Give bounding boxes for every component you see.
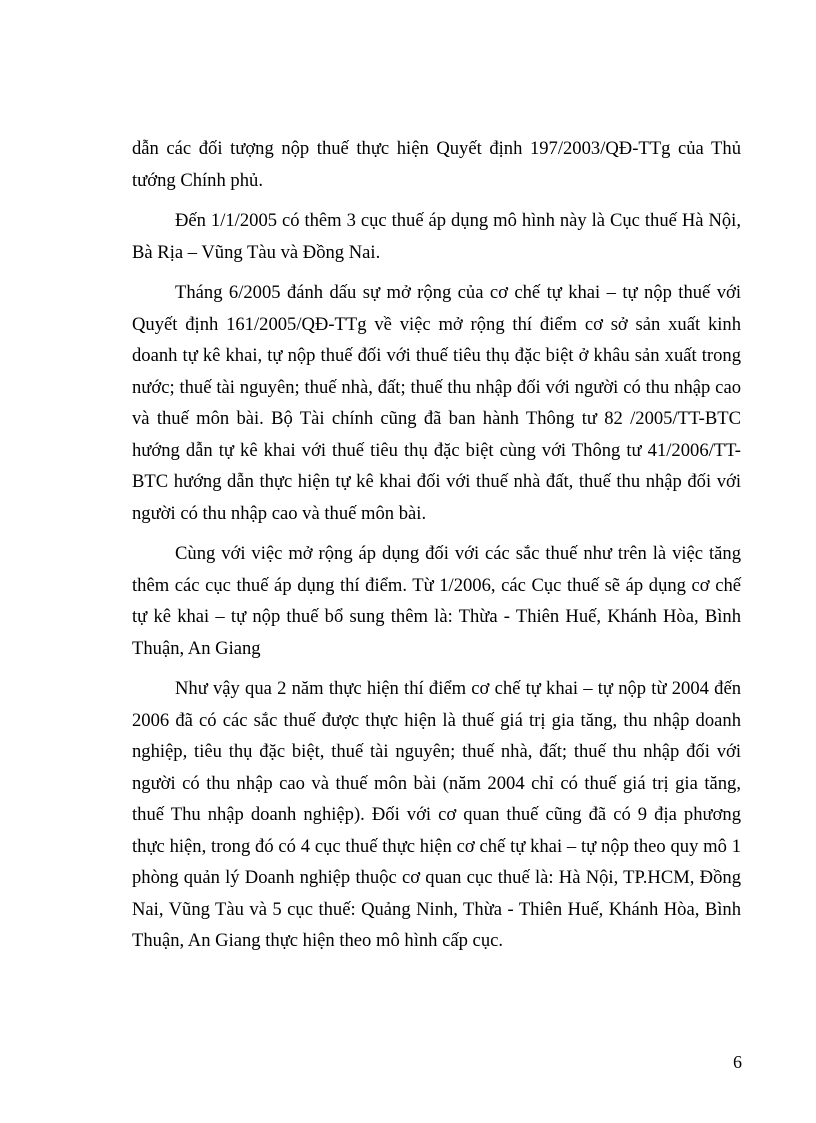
paragraph-continuation: dẫn các đối tượng nộp thuế thực hiện Quyết định 197/2003/QĐ-TTg của Thủ tướng Chính phủ. xyxy=(132,138,741,191)
paragraph-2005-expansion: Đến 1/1/2005 có thêm 3 cục thuế áp dụng mô hình này là Cục thuế Hà Nội, Bà Rịa – Vũng Tàu và Đồng Nai. xyxy=(132,210,741,263)
paragraph-2006-expansion: Cùng với việc mở rộng áp dụng đối với các sắc thuế như trên là việc tăng thêm các cục thuế áp dụng thí điểm. Từ 1/2006, các Cục thuế sẽ áp dụng cơ chế tự kê khai – tự nộp thuế bổ sung thêm là: Thừa - Thiên Huế, Khánh Hòa, Bình Thuận, An Giang xyxy=(132,543,741,659)
document-body xyxy=(132,133,741,966)
paragraph-summary: Như vậy qua 2 năm thực hiện thí điểm cơ chế tự khai – tự nộp từ 2004 đến 2006 đã có các sắc thuế được thực hiện là thuế giá trị gia tăng, thu nhập doanh nghiệp, tiêu thụ đặc biệt, thuế tài nguyên; thuế nhà, đất; thuế thu nhập đối với người có thu nhập cao và thuế môn bài (năm 2004 chỉ có thuế giá trị gia tăng, thuế Thu nhập doanh nghiệp). Đối với cơ quan thuế cũng đã có 9 địa phương thực hiện, trong đó có 4 cục thuế thực hiện cơ chế tự khai – tự nộp theo quy mô 1 phòng quản lý Doanh nghiệp thuộc cơ quan cục thuế là: Hà Nội, TP.HCM, Đồng Nai, Vũng Tàu và 5 cục thuế: Quảng Ninh, Thừa - Thiên Huế, Khánh Hòa, Bình Thuận, An Giang thực hiện theo mô hình cấp cục. xyxy=(132,678,741,951)
page-number: 6 xyxy=(733,1052,742,1072)
paragraph-decision-161: Tháng 6/2005 đánh dấu sự mở rộng của cơ chế tự khai – tự nộp thuế với Quyết định 161/2005/QĐ-TTg về việc mở rộng thí điểm cơ sở sản xuất kinh doanh tự kê khai, tự nộp thuế đối với thuế tiêu thụ đặc biệt ở khâu sản xuất trong nước; thuế tài nguyên; thuế nhà, đất; thuế thu nhập đối với người có thu nhập cao và thuế môn bài. Bộ Tài chính cũng đã ban hành Thông tư 82 /2005/TT-BTC hướng dẫn tự kê khai với thuế tiêu thụ đặc biệt cùng với Thông tư 41/2006/TT-BTC hướng dẫn thực hiện tự kê khai đối với thuế nhà đất, thuế thu nhập đối với người có thu nhập cao và thuế môn bài. xyxy=(132,282,741,524)
